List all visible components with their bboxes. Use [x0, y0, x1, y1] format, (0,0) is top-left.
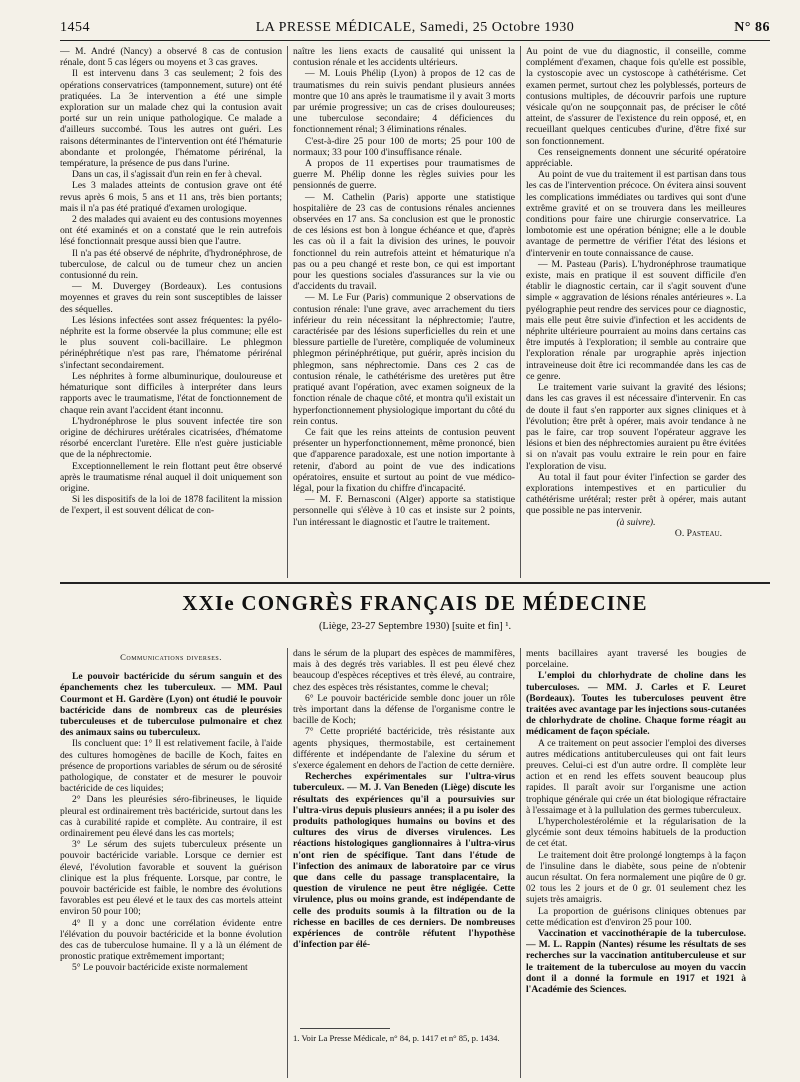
paragraph: Exceptionnellement le rein flottant peut être observé après le traumatisme rénal auquel il doit uniquement son origine.	[60, 460, 282, 494]
paragraph: Dans un cas, il s'agissait d'un rein en fer à cheval.	[72, 169, 262, 181]
page-number: 1454	[60, 20, 90, 35]
bottom-column-1	[60, 648, 282, 1078]
journal-title: LA PRESSE MÉDICALE, Samedi, 25 Octobre 1930	[255, 20, 575, 35]
paragraph: naître les liens exacts de causalité qui unissent la contusion rénale et les accidents ultérieurs.	[293, 46, 515, 69]
paragraph: — M. Duvergey (Bordeaux). Les contusions moyennes et graves du rein sont susceptibles de laisser des séquelles.	[60, 281, 282, 315]
paragraph: A ce traitement on peut associer l'emploi des diverses autres médications antituberculeuses qui ont fait leurs preuves. Celui-ci est d'un autre ordre. Il complète leur action et en rend les effets souvent beaucoup plus rapides. Il paraît avoir sur l'organisme une action trophique générale qui crée un état biologique réfractaire à l'essaimage et à la pullulation des germes tuberculeux.	[526, 737, 746, 816]
paragraph: Les 3 malades atteints de contusion grave ont été revus après 6 mois, 5 ans et 11 ans, très bien portants; mais il n'a pas été pratiqué d'examen urologique.	[60, 180, 282, 214]
paragraph: Au total il faut pour éviter l'infection se garder des explorations intempestives et en particulier du cathétérisme urétéral; rester prêt à opérer, mais autant que possible ne pas intervenir.	[526, 471, 746, 517]
paragraph: dans le sérum de la plupart des espèces de mammifères, mais à des degrés très variables. Il est peu élevé chez beaucoup d'espèces réceptives et très élevé, au contraire, chez des espèces très résistantes, comme le cheval;	[293, 648, 515, 693]
paragraph: Il n'a pas été observé de néphrite, d'hydronéphrose, de tuberculose, de calcul ou de tumeur chez un ancien contusionné du rein.	[60, 247, 282, 282]
paragraph: Les lésions infectées sont assez fréquentes: la pyélo-néphrite est la forme observée la plus commune; elle est le plus souvent coli-bacillaire. Le phlegmon périnéphrétique n'est pas rare, l'hématome périrénal s'infectant secondairement.	[60, 314, 282, 371]
paragraph: 4° Il y a donc une corrélation évidente entre l'élévation du pouvoir bactéricide et la bonne évolution des cas de tuberculose humaine. Il y a là un élément de pronostic pratique extrêmement important;	[60, 917, 282, 963]
paragraph: — M. Pasteau (Paris). L'hydronéphrose traumatique existe, mais en pratique il est souvent difficile d'en établir le diagnostic certain, car il s'agit souvent d'une simple « aggravation de lésions rénales antérieures ». La pyélographie peut rendre des services pour ce diagnostic, mais elle peut être suivie d'infection et les accidents de néphrite ultérieure pourraient au moins dans certains cas être imputés à l'exploration; il semble au contraire que l'exploration rénale par urographie après injection intraveineuse doit être ici recommandée dans les cas de ce genre.	[526, 258, 746, 382]
paragraph: L'hydronéphrose le plus souvent infectée tire son origine de déchirures urétérales cicatrisées, d'hématome résorbé encerclant l'uretère. Elle n'est guère justiciable que de la néphrectomie.	[60, 415, 282, 461]
paragraph: Les néphrites à forme albuminurique, douloureuse et hématurique sont difficiles à interpréter dans leurs rapports avec le traumatisme, l'état de fonctionnement de chaque rein avant l'accident étant inconnu.	[60, 370, 282, 416]
paragraph: Ce fait que les reins atteints de contusion peuvent présenter un hyperfonctionnement, même prononcé, bien que d'apparence paradoxale, est une notion importante à retenir, d'abord au point de vue des indications opératoires, ensuite et surtout au point de vue médico-légal, pour la fixation du chiffre d'incapacité.	[293, 426, 515, 494]
paragraph: ments bacillaires ayant traversé les bougies de porcelaine.	[526, 648, 746, 671]
bottom-column-3	[526, 648, 746, 1078]
footnote: 1. Voir La Presse Médicale, n° 84, p. 1417 et n° 85, p. 1434.	[293, 1033, 500, 1043]
paragraph: Au point de vue du traitement il est partisan dans tous les cas de l'intervention précoce. On évitera ainsi souvent les complications immédiates ou tardives qui sont d'une extrême gravité et on se trouvera dans les meilleures conditions pour faire une chirurgie conservatrice. La lombotomie est une opération bénigne; elle a le double avantage de permettre de vérifier l'état des lésions et d'intervenir en toute connaissance de cause.	[526, 169, 746, 259]
column-divider	[520, 46, 521, 578]
congress-title: XXIe CONGRÈS FRANÇAIS DE MÉDECINE	[182, 591, 648, 615]
paragraph: 2° Dans les pleurésies séro-fibrineuses, le liquide pleural est ordinairement très bactéricide, surtout dans les cas à curabilité rapide et complète. Au contraire, il est ordinairement peu élevé dans les cas mortels;	[60, 794, 282, 840]
header-rule	[60, 40, 770, 41]
paragraph: — M. F. Bernasconi (Alger) apporte sa statistique personnelle qui s'élève à 10 cas et insiste sur 2 points, l'un intéressant le diagnostic et l'autre le traitement.	[293, 494, 515, 528]
signature: O. Pasteau.	[674, 527, 722, 539]
paragraph: Ils concluent que: 1° Il est relativement facile, à l'aide des cultures homogènes de bacille de Koch, faites en présence de proportions variables de sérum ou de sérosité pathologique, de constater et de mesurer le pouvoir bactéricide de ces liquides;	[60, 738, 282, 795]
column-divider	[287, 46, 288, 578]
congress-subtitle: (Liège, 23-27 Septembre 1930) [suite et fin] ¹.	[318, 621, 512, 632]
paragraph: A propos de 11 expertises pour traumatismes de guerre M. Phélip donne les règles suivies pour les pensionnés de guerre.	[293, 158, 515, 192]
paragraph: 2 des malades qui avaient eu des contusions moyennes ont été examinés et on a constaté que le rein autrefois lésé fonctionnait presque aussi bien que l'autre.	[60, 214, 282, 248]
paragraph: 5° Le pouvoir bactéricide existe normalement	[72, 962, 248, 974]
paragraph: — M. Louis Phélip (Lyon) à propos de 12 cas de traumatismes du rein suivis pendant plusieurs années montre que 10 ans après le traumatisme il y avait 3 morts par urémie progressive; un cas de crises douloureuses; une tuberculose secondaire; 4 déficiences du fonctionnement rénal; 3 éliminations rénales.	[293, 68, 515, 136]
paragraph: Il est intervenu dans 3 cas seulement; 2 fois des opérations conservatrices (tamponnement, suture) ont été pratiquées. La 3e intervention a été une simple exploration sur un malade chez qui la contusion avait porté sur un rein unique pathologique. Ce malade a d'ailleurs succombé. Tous les autres ont guéri. Les raisons déterminantes de l'intervention ont été l'hématurie abondante et prolongée, l'hématome périrénal, la température, la présence de pus dans l'urine.	[60, 68, 282, 170]
paragraph: L'hypercholestérolémie et la régularisation de la glycémie sont deux témoins habituels de la production de cet état.	[526, 816, 746, 850]
paragraph: 3° Le sérum des sujets tuberculeux présente un pouvoir bactéricide variable. Lorsque ce dernier est élevé, l'évolution favorable et souvent la guérison clinique est la plus fréquente. Lorsque, par contre, le pouvoir bactéricide est faible, le nombre des évolutions favorables est peu élevé et le taux des cas mortels atteint environ 50 pour 100;	[60, 839, 282, 918]
page-header	[60, 20, 770, 40]
paragraph: Au point de vue du diagnostic, il conseille, comme complément d'examen, chaque fois qu'elle est possible, la cystoscopie avec un cystoscope à cathétérisme. Cet examen permet, surtout chez les polyblessés, porteurs de contusions multiples, de découvrir parfois une rupture vésicale qu'on ne soupçonnait pas, de préciser le côté atteint, de s'assurer de l'existence du rein opposé, et, en recueillant quelques centicubes d'urine, d'être fixé sur son fonctionnement.	[526, 46, 746, 147]
paragraph: 6° Le pouvoir bactéricide semble donc jouer un rôle très important dans la défense de l'organisme contre le bacille de Koch;	[293, 692, 515, 727]
paragraph: La proportion de guérisons cliniques obtenues par cette médication est d'environ 25 pour 100.	[526, 905, 746, 928]
paragraph: L'emploi du chlorhydrate de choline dans les tuberculoses. — MM. J. Carles et F. Leuret (Bordeaux). Toutes les tuberculoses peuvent être traitées avec avantage par les injections sous-cutanées de chlorhydrate de choline. Chaque forme réagit au médicament de façon spéciale.	[526, 670, 746, 738]
paragraph: Si les dispositifs de la loi de 1878 facilitent la mission de l'expert, il est souvent délicat de con-	[60, 494, 282, 517]
paragraph: Recherches expérimentales sur l'ultra-virus tuberculeux. — M. J. Van Beneden (Liège) discute les résultats des expériences qu'il a poursuivies sur l'ultra-virus depuis plusieurs années; il a pu isoler des produits pathologiques humains ou bovins et des cultures des virus de diverses virulences. Les réactions histologiques ganglionnaires à l'ultra-virus n'ont rien de spécifique. Tant dans l'étude de l'infection des animaux de laboratoire par ce virus que dans celle du passage transplacentaire, la question de virulence ne peut être négligée. Cette virulence, plus ou moins grande, est indépendante de celle des produits soumis à la filtration ou de la richesse en bacilles de ces derniers. De nombreuses expériences de contrôle réfutent l'hypothèse d'infection par élé-	[293, 771, 515, 951]
paragraph: Le pouvoir bactéricide du sérum sanguin et des épanchements chez les tuberculeux. — MM. Paul Courmont et H. Gardère (Lyon) ont étudié le pouvoir bactéricide dans de nombreux cas de pleurésies tuberculeuses et de tuberculose pulmonaire et chez des animaux sains ou tuberculeux.	[60, 671, 282, 739]
paragraph: Vaccination et vaccinothérapie de la tuberculose. — M. L. Rappin (Nantes) résume les résultats de ses recherches sur la vaccination antituberculeuse et sur le traitement de la tuberculose au moyen du vaccin dont il a donné la formule en 1917 et 1921 à l'Académie des Sciences.	[526, 928, 746, 996]
paragraph: Le traitement varie suivant la gravité des lésions; dans les cas graves il est nécessaire d'intervenir. En cas de doute il faut s'en rapporter aux signes cliniques et à l'évolution; être prêt à opérer, mais avoir tendance à ne pas le faire, car trop souvent l'opérateur aggrave les lésions et bien des néphrectomies auraient pu être évitées si on n'avait pas voulu extraire le rein pour en faire l'exploration de visu.	[526, 382, 746, 472]
paragraph: — M. Cathelin (Paris) apporte une statistique hospitalière de 23 cas de contusions rénales anciennes observées en 17 ans. Sa conclusion est que le pronostic de ces lésions est bon à longue échéance et que, d'après les cas où il a fait la division des urines, le pouvoir fonctionnel du rein autrefois atteint et hématurique n'a pas ou a peu changé et reste bon, ce qui est important pour les questions sociales d'assurances sur la vie ou d'accidents du travail.	[293, 191, 515, 293]
top-column-2	[293, 46, 515, 578]
paragraph: 7° Cette propriété bactéricide, très résistante aux agents physiques, thermostabile, est certainement différente et indépendante de l'alexine du sérum et s'exerce également en dehors de l'action de cette dernière.	[293, 726, 515, 772]
to-be-continued: (à suivre).	[616, 516, 656, 528]
paragraph: — M. Le Fur (Paris) communique 2 observations de contusion rénale: l'une grave, avec arrachement du tiers inférieur du rein nécessitant la néphrectomie; l'autre, caractérisée par des lésions superficielles du rein et une blessure partielle de l'uretère, compliquée de volumineux phlegmon périnéphrétique, put guérir, après incision du phlegmon, sans néphrectomie. Dans ces 2 cas de contusion rénale, le cathétérisme des uretères put être pratiqué avant l'opération, avec examen soigneux de la fonction rénale de chaque côté, et montra qu'il existait un hyperfonctionnement physiologique important du côté du rein contus.	[293, 292, 515, 427]
paragraph: — M. André (Nancy) a observé 8 cas de contusion rénale, dont 5 cas légers ou moyens et 3 cas graves.	[60, 46, 282, 69]
column-divider	[520, 648, 521, 1078]
column-divider	[287, 648, 288, 1078]
issue-number: N° 86	[734, 20, 770, 35]
paragraph: Ces renseignements donnent une sécurité opératoire appréciable.	[526, 146, 746, 170]
section-heading: Communications diverses.	[120, 652, 222, 662]
top-column-3	[526, 46, 746, 578]
paragraph: Le traitement doit être prolongé longtemps à la façon de l'insuline dans le diabète, sous peine de n'obtenir aucun résultat. On fera normalement une piqûre de 0 gr. 02 tous les 2 jours et de 0 gr. 01 seulement chez les sujets très amaigris.	[526, 849, 746, 906]
top-column-1	[60, 46, 282, 578]
section-rule	[60, 582, 770, 584]
paragraph: C'est-à-dire 25 pour 100 de morts; 25 pour 100 de normaux; 33 pour 100 d'insuffisance rénale.	[293, 135, 515, 158]
footnote-rule	[300, 1028, 390, 1029]
bottom-column-2	[293, 648, 515, 1028]
